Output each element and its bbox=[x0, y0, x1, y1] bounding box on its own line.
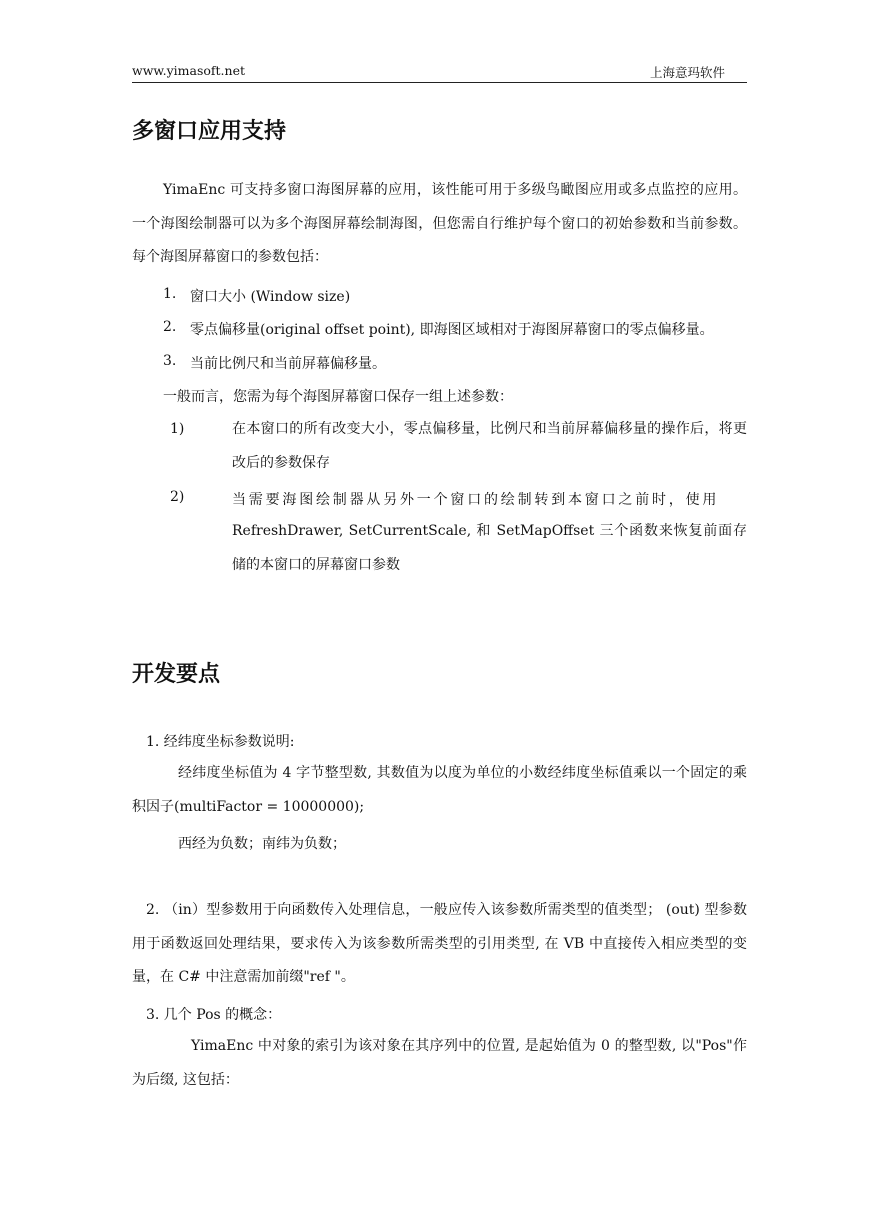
section-title-multiwindow: 多窗口应用支持 bbox=[132, 119, 287, 144]
page-header bbox=[132, 62, 747, 83]
param-number-3: 3. bbox=[163, 353, 177, 369]
general-note: 一般而言，您需为每个海图屏幕窗口保存一组上述参数： bbox=[163, 389, 513, 405]
item1-heading: 1. 经纬度坐标参数说明: bbox=[146, 734, 295, 750]
item2-paragraph: 2. （in）型参数用于向函数传入处理信息，一般应传入该参数所需类型的值类型； (out) 型参数用于函数返回处理结果，要求传入为该参数所需类型的引用类型, 在 VB 中直接传入相应类型的变量，在 C# 中注意需加前缀"ref "。 bbox=[132, 902, 747, 985]
step-item-2: RefreshDrawer, SetCurrentScale, 和 SetMapOffset 三个函数来恢复前面存储的本窗口的屏幕窗口参数 bbox=[232, 523, 747, 573]
param-number-2: 2. bbox=[163, 319, 177, 335]
step-item-2-line1: 当需要海图绘制器从另外一个窗口的绘制转到本窗口之前时，使用 bbox=[232, 492, 720, 508]
website-url: www.yimasoft.net bbox=[132, 63, 245, 78]
item1-note: 西经为负数；南纬为负数； bbox=[178, 836, 346, 852]
step-number-1: 1) bbox=[170, 421, 185, 437]
intro-paragraph: YimaEnc 可支持多窗口海图屏幕的应用，该性能可用于多级鸟瞰图应用或多点监控的应用。一个海图绘制器可以为多个海图屏幕绘制海图，但您需自行维护每个窗口的初始参数和当前参数。每个海图屏幕窗口的参数包括： bbox=[132, 182, 747, 265]
step-item-1: 在本窗口的所有改变大小，零点偏移量，比例尺和当前屏幕偏移量的操作后，将更改后的参数保存 bbox=[232, 421, 747, 471]
item3-body: YimaEnc 中对象的索引为该对象在其序列中的位置, 是起始值为 0 的整型数, 以"Pos"作为后缀, 这包括： bbox=[132, 1038, 747, 1088]
section-title-dev-notes: 开发要点 bbox=[132, 662, 221, 687]
step-number-2: 2) bbox=[170, 489, 185, 505]
param-item-3: 当前比例尺和当前屏幕偏移量。 bbox=[190, 356, 386, 372]
item1-body: 经纬度坐标值为 4 字节整型数, 其数值为以度为单位的小数经纬度坐标值乘以一个固定的乘积因子(multiFactor = 10000000); bbox=[132, 765, 747, 815]
param-number-1: 1. bbox=[163, 286, 177, 302]
company-name: 上海意玛软件 bbox=[649, 65, 725, 80]
param-item-2: 零点偏移量(original offset point), 即海图区域相对于海图屏幕窗口的零点偏移量。 bbox=[190, 322, 714, 338]
item3-heading: 3. 几个 Pos 的概念： bbox=[146, 1007, 282, 1023]
param-item-1: 窗口大小 (Window size) bbox=[190, 289, 351, 305]
